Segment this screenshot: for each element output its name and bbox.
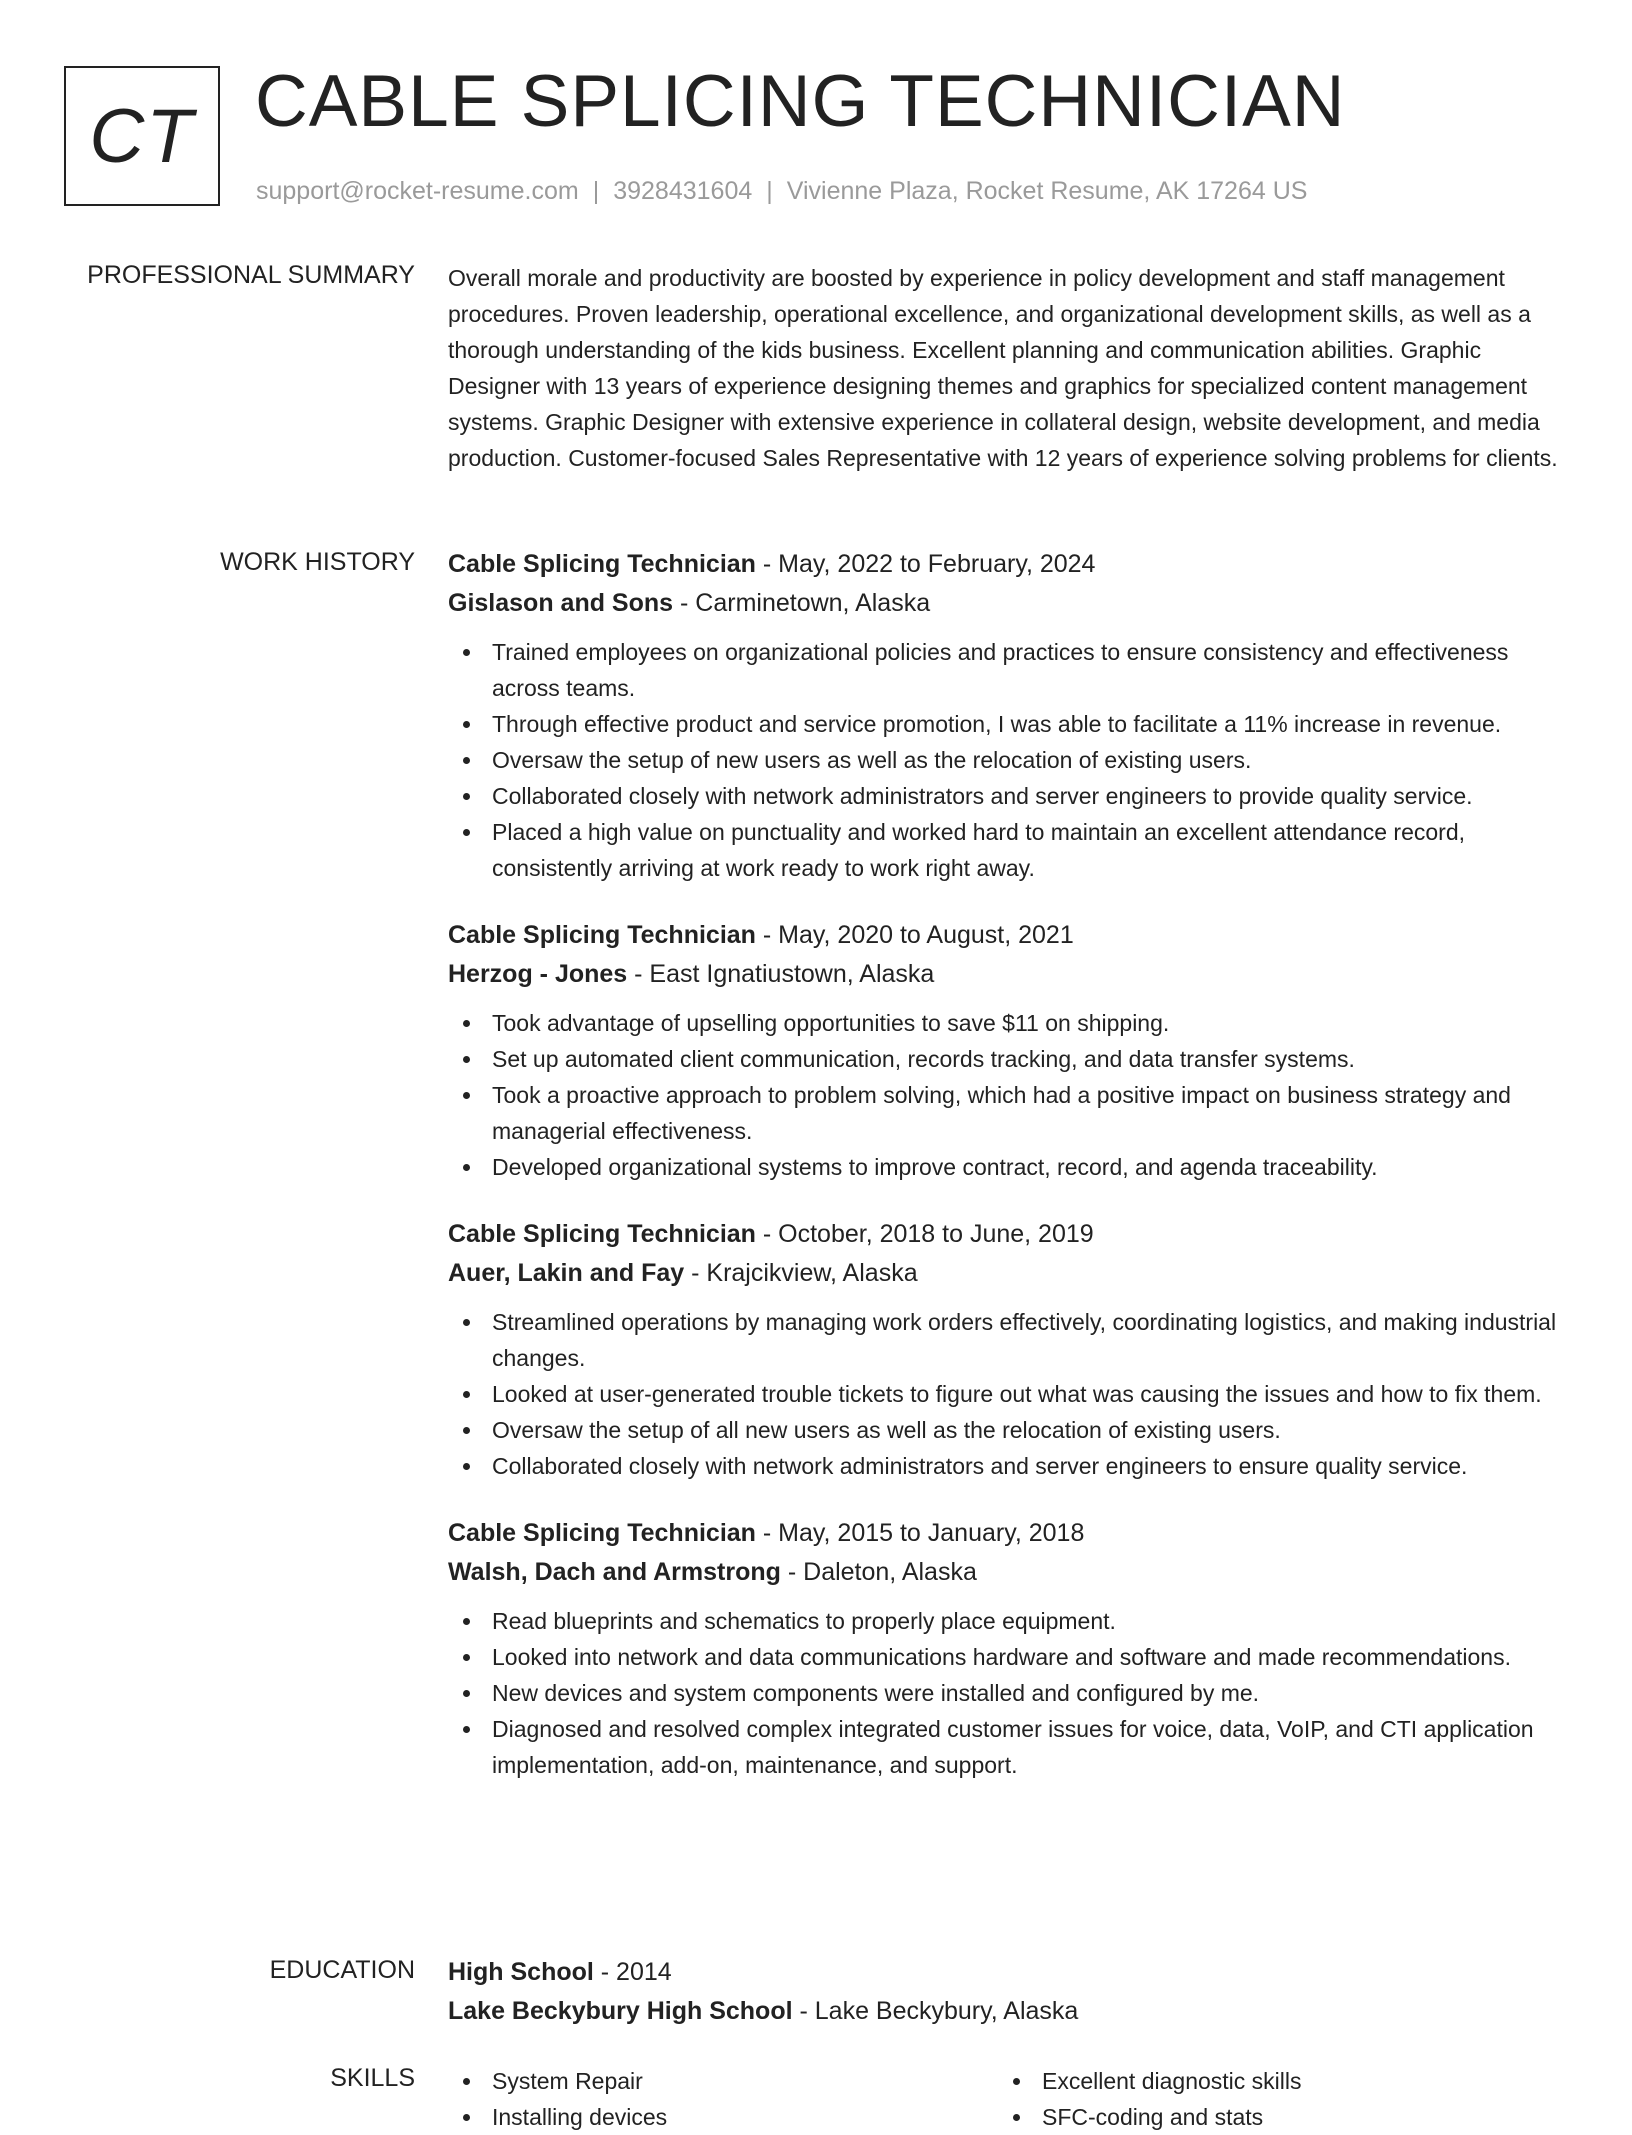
page-title: CABLE SPLICING TECHNICIAN (255, 61, 1346, 142)
list-item: Oversaw the setup of new users as well as the relocation of existing users. (448, 742, 1568, 778)
job-bullets (448, 1603, 1568, 1783)
job-bullets (448, 634, 1568, 886)
list-item: Took advantage of upselling opportunities to save $11 on shipping. (448, 1005, 1568, 1041)
contact-phone[interactable]: 3928431604 (613, 177, 753, 205)
job-role: Cable Splicing Technician (448, 550, 756, 578)
job-bullets (448, 1005, 1568, 1185)
job-company-line (448, 1553, 1568, 1592)
job-role: Cable Splicing Technician (448, 1220, 756, 1248)
section-title-education: EDUCATION (269, 1956, 415, 1984)
job-location: - Daleton, Alaska (780, 1558, 977, 1586)
job-dates: - May, 2015 to January, 2018 (755, 1519, 1085, 1547)
section-title-skills: SKILLS (330, 2064, 415, 2092)
list-item: Developed organizational systems to improve contract, record, and agenda traceability. (448, 1149, 1568, 1185)
list-item: New devices and system components were installed and configured by me. (448, 1675, 1568, 1711)
list-item: Excellent diagnostic skills (998, 2063, 1548, 2099)
list-item: Read blueprints and schematics to properly place equipment. (448, 1603, 1568, 1639)
job-company: Gislason and Sons (448, 589, 674, 617)
job-company: Auer, Lakin and Fay (448, 1259, 685, 1287)
skills-body (448, 2063, 1568, 2135)
education-school-line (448, 1992, 1568, 2031)
list-item: Collaborated closely with network administrators and server engineers to provide quality service. (448, 778, 1568, 814)
job-company-line (448, 1254, 1568, 1293)
job-dates: - October, 2018 to June, 2019 (755, 1220, 1094, 1248)
list-item: Streamlined operations by managing work orders effectively, coordinating logistics, and making industrial changes. (448, 1304, 1568, 1376)
job-title-line (448, 545, 1568, 584)
education-degree: High School (448, 1958, 594, 1986)
job-entry (448, 545, 1568, 886)
skills-grid (448, 2063, 1568, 2135)
skills-list-right (998, 2063, 1548, 2135)
education-school: Lake Beckybury High School (448, 1997, 793, 2025)
job-company-line (448, 584, 1568, 623)
list-item: Looked at user-generated trouble tickets to figure out what was causing the issues and how to fix them. (448, 1376, 1568, 1412)
job-title-line (448, 1514, 1568, 1553)
job-title-line (448, 1215, 1568, 1254)
education-year: - 2014 (593, 1958, 672, 1986)
contact-address: Vivienne Plaza, Rocket Resume, AK 17264 US (786, 177, 1308, 205)
work-history-body (448, 545, 1568, 1813)
summary-text: Overall morale and productivity are boosted by experience in policy development and staff management procedures. Proven leadership, operational excellence, and organizational development skills, as well as a thorough understanding of the kids business. Excellent planning and communication abilities. Graphic Designer with 13 years of experience designing themes and graphics for specialized content management systems. Graphic Designer with extensive experience in collateral design, website development, and media production. Customer-focused Sales Representative with 12 years of experience solving problems for clients. (448, 265, 1558, 471)
contact-line (256, 174, 1307, 208)
list-item: SFC-coding and stats (998, 2099, 1548, 2135)
education-degree-line (448, 1953, 1568, 1992)
list-item: Oversaw the setup of all new users as well as the relocation of existing users. (448, 1412, 1568, 1448)
skills-list-left (448, 2063, 998, 2135)
job-role: Cable Splicing Technician (448, 921, 756, 949)
list-item: Took a proactive approach to problem solving, which had a positive impact on business strategy and managerial effectiveness. (448, 1077, 1568, 1149)
list-item: Diagnosed and resolved complex integrated customer issues for voice, data, VoIP, and CTI application implementation, add-on, maintenance, and support. (448, 1711, 1568, 1783)
monogram: CT (64, 66, 220, 206)
contact-email[interactable]: support@rocket-resume.com (256, 177, 579, 205)
job-entry (448, 1514, 1568, 1783)
job-location: - Carminetown, Alaska (673, 589, 931, 617)
section-title-work-history: WORK HISTORY (220, 548, 415, 576)
list-item: System Repair (448, 2063, 998, 2099)
education-location: - Lake Beckybury, Alaska (792, 1997, 1079, 2025)
list-item: Placed a high value on punctuality and worked hard to maintain an excellent attendance record, consistently arriving at work ready to work right away. (448, 814, 1568, 886)
job-title-line (448, 916, 1568, 955)
list-item: Trained employees on organizational policies and practices to ensure consistency and effectiveness across teams. (448, 634, 1568, 706)
job-company: Walsh, Dach and Armstrong (448, 1558, 781, 1586)
education-body (448, 1953, 1568, 2031)
contact-separator: | (592, 177, 600, 205)
job-company: Herzog - Jones (448, 960, 628, 988)
job-location: - East Ignatiustown, Alaska (627, 960, 935, 988)
job-entry (448, 1215, 1568, 1484)
list-item: Collaborated closely with network administrators and server engineers to ensure quality service. (448, 1448, 1568, 1484)
summary-body (448, 260, 1568, 476)
job-dates: - May, 2020 to August, 2021 (755, 921, 1074, 949)
job-dates: - May, 2022 to February, 2024 (755, 550, 1096, 578)
job-bullets (448, 1304, 1568, 1484)
list-item: Set up automated client communication, records tracking, and data transfer systems. (448, 1041, 1568, 1077)
contact-separator: | (766, 177, 773, 205)
list-item: Looked into network and data communications hardware and software and made recommendations. (448, 1639, 1568, 1675)
job-role: Cable Splicing Technician (448, 1519, 756, 1547)
job-location: - Krajcikview, Alaska (684, 1259, 918, 1287)
section-title-summary: PROFESSIONAL SUMMARY (87, 261, 415, 289)
list-item: Installing devices (448, 2099, 998, 2135)
job-entry (448, 916, 1568, 1185)
job-company-line (448, 955, 1568, 994)
list-item: Through effective product and service promotion, I was able to facilitate a 11% increase in revenue. (448, 706, 1568, 742)
